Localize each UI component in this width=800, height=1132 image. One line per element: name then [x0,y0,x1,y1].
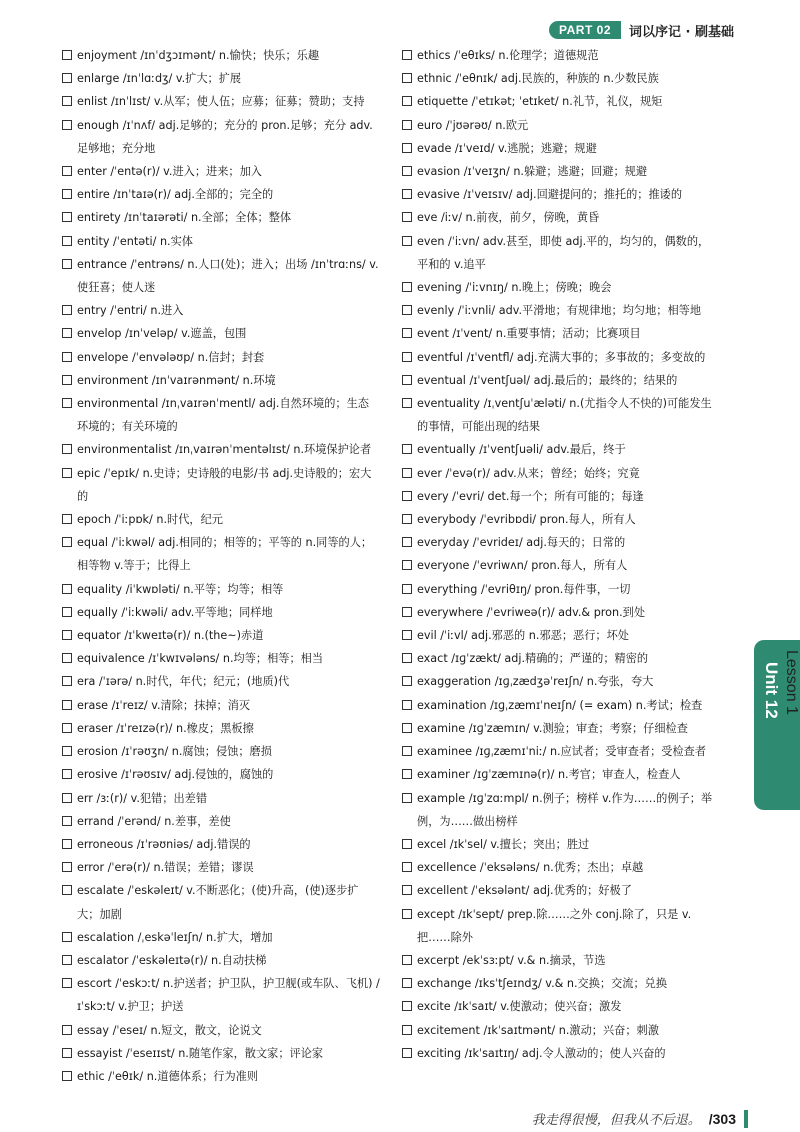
vocab-entry-text: equality /iˈkwɒləti/ n.平等；均等；相等 [77,582,284,596]
lesson-label: Lesson 1 [783,650,800,715]
vocab-entry-text: excellence /ˈeksələns/ n.优秀；杰出；卓越 [417,861,644,875]
vocab-entry [402,787,720,833]
checkbox-icon[interactable] [62,746,72,756]
checkbox-icon[interactable] [402,398,412,408]
vocab-entry [62,44,380,67]
page-header [549,18,734,42]
vocab-entry [402,90,720,113]
vocab-entry-text: envelop /ɪnˈveləp/ v.遮盖，包围 [77,327,247,341]
vocab-entry [62,183,380,206]
vocab-entry-text: excite /ɪkˈsaɪt/ v.使激动；使兴奋；激发 [417,1000,622,1014]
vocab-entry-text: exaggeration /ɪɡˌzædʒəˈreɪʃn/ n.夸张，夸大 [417,675,654,689]
vocab-entry [62,740,380,763]
vocab-entry [402,531,720,554]
checkbox-icon[interactable] [62,328,72,338]
vocab-entry-text: equally /ˈiːkwəli/ adv.平等地；同样地 [77,605,273,619]
vocab-entry [62,972,380,1018]
vocab-entry-text: event /ɪˈvent/ n.重要事情；活动；比赛项目 [417,327,641,341]
checkbox-icon[interactable] [402,1001,412,1011]
header-title: 词以序记 · 刷基础 [629,24,734,40]
vocab-entry [62,1019,380,1042]
vocab-entry [402,369,720,392]
vocab-entry-text: excitement /ɪkˈsaɪtmənt/ n.激动；兴奋；刺激 [417,1023,659,1037]
checkbox-icon[interactable] [62,537,72,547]
vocab-entry-text: everybody /ˈevribɒdi/ pron.每人，所有人 [417,513,636,527]
checkbox-icon[interactable] [402,700,412,710]
checkbox-icon[interactable] [62,166,72,176]
vocab-entry [62,531,380,577]
vocab-entry [62,1065,380,1088]
vocab-entry [62,670,380,693]
checkbox-icon[interactable] [402,50,412,60]
vocab-entry-text: except /ɪkˈsept/ prep.除……之外 conj.除了，只是 v.把……除外 [417,907,692,944]
checkbox-icon[interactable] [402,96,412,106]
vocab-entry-text: escalation /ˌeskəˈleɪʃn/ n.扩大，增加 [77,930,273,944]
checkbox-icon[interactable] [62,862,72,872]
checkbox-icon[interactable] [402,328,412,338]
vocab-entry-text: examine /ɪɡˈzæmɪn/ v.测验；审查；考察；仔细检查 [417,721,688,735]
vocab-entry-text: epic /ˈepɪk/ n.史诗；史诗般的电影/书 adj.史诗般的；宏大的 [77,466,372,503]
vocab-entry-text: entirety /ɪnˈtaɪərəti/ n.全部；全体；整体 [77,211,292,225]
vocab-entry [62,810,380,833]
vocab-entry-text: escort /ˈeskɔːt/ n.护送者；护卫队，护卫舰(或车队、飞机) /ɪˈskɔːt/ v.护卫；护送 [77,977,380,1014]
vocab-entry [62,787,380,810]
vocab-entry [62,230,380,253]
vocab-entry [402,438,720,461]
vocab-entry-text: error /ˈerə(r)/ n.错误；差错；谬误 [77,861,254,875]
vocab-entry-text: equator /ɪˈkweɪtə(r)/ n.(the~)赤道 [77,629,264,643]
checkbox-icon[interactable] [62,305,72,315]
vocab-entry [402,554,720,577]
vocab-entry-text: entry /ˈentri/ n.进入 [77,304,184,318]
checkbox-icon[interactable] [62,630,72,640]
checkbox-icon[interactable] [402,514,412,524]
checkbox-icon[interactable] [402,630,412,640]
checkbox-icon[interactable] [402,120,412,130]
checkbox-icon[interactable] [402,676,412,686]
right-word-column [402,44,720,1065]
vocab-entry-text: examiner /ɪɡˈzæmɪnə(r)/ n.考官；审查人，检查人 [417,768,681,782]
checkbox-icon[interactable] [402,978,412,988]
vocab-entry-text: evening /ˈiːvnɪŋ/ n.晚上；傍晚；晚会 [417,281,612,295]
vocab-entry-text: envelope /ˈenvələʊp/ n.信封；封套 [77,350,265,364]
vocab-entry [402,137,720,160]
checkbox-icon[interactable] [402,839,412,849]
checkbox-icon[interactable] [62,932,72,942]
vocab-entry [62,949,380,972]
vocab-entry-text: evil /ˈiːvl/ adj.邪恶的 n.邪恶；恶行；坏处 [417,629,629,643]
vocab-entry [62,206,380,229]
vocab-entry [62,114,380,160]
vocab-entry [402,670,720,693]
checkbox-icon[interactable] [62,1048,72,1058]
vocab-entry [62,624,380,647]
vocab-entry-text: eventual /ɪˈventʃuəl/ adj.最后的；最终的；结果的 [417,373,678,387]
checkbox-icon[interactable] [62,212,72,222]
page-number: /303 [708,1110,736,1127]
checkbox-icon[interactable] [62,73,72,83]
vocab-entry-text: erosion /ɪˈrəʊʒn/ n.腐蚀；侵蚀；磨损 [77,745,272,759]
vocab-entry-text: exact /ɪɡˈzækt/ adj.精确的；严谨的；精密的 [417,652,649,666]
vocab-entry [402,346,720,369]
vocab-entry-text: epoch /ˈiːpɒk/ n.时代，纪元 [77,513,223,527]
vocab-entry [402,995,720,1018]
vocab-entry-text: eraser /ɪˈreɪzə(r)/ n.橡皮；黑板擦 [77,721,254,735]
checkbox-icon[interactable] [402,166,412,176]
vocab-entry [402,230,720,276]
footer-motto: 我走得很慢，但我从不后退。 [531,1113,701,1128]
vocab-entry [402,1019,720,1042]
checkbox-icon[interactable] [62,885,72,895]
checkbox-icon[interactable] [402,723,412,733]
checkbox-icon[interactable] [62,398,72,408]
checkbox-icon[interactable] [402,909,412,919]
checkbox-icon[interactable] [402,491,412,501]
vocab-entry-text: eventful /ɪˈventfl/ adj.充满大事的；多事故的；多变故的 [417,350,706,364]
vocab-entry-text: enlarge /ɪnˈlɑːdʒ/ v.扩大；扩展 [77,72,242,86]
vocab-entry-text: escalate /ˈeskəleɪt/ v.不断恶化；(使)升高，(使)逐步扩大；加剧 [77,884,359,921]
vocab-entry-text: eventually /ɪˈventʃuəli/ adv.最后，终于 [417,443,626,457]
vocab-entry-text: environmental /ɪnˌvaɪrənˈmentl/ adj.自然环境的；生态环境的；有关环境的 [77,397,369,434]
vocab-entry [62,508,380,531]
vocab-entry [62,578,380,601]
checkbox-icon[interactable] [62,607,72,617]
checkbox-icon[interactable] [402,1025,412,1035]
checkbox-icon[interactable] [62,653,72,663]
checkbox-icon[interactable] [402,73,412,83]
vocab-entry-text: entity /ˈentəti/ n.实体 [77,234,193,248]
vocab-entry [402,160,720,183]
vocab-entry-text: evenly /ˈiːvnli/ adv.平滑地；有规律地；均匀地；相等地 [417,304,702,318]
checkbox-icon[interactable] [402,862,412,872]
vocab-entry-text: entrance /ˈentrəns/ n.人口(处)；进入；出场 /ɪnˈtrɑːns/ v.使狂喜；使人迷 [77,257,379,295]
vocab-entry [402,508,720,531]
vocab-entry [402,763,720,786]
vocab-entry-text: examination /ɪɡˌzæmɪˈneɪʃn/ (= exam) n.考试；检查 [417,698,703,712]
vocab-entry [62,253,380,299]
vocab-entry-text: ethnic /ˈeθnɪk/ adj.民族的，种族的 n.少数民族 [417,72,659,86]
vocab-entry [62,67,380,90]
vocab-entry-text: etiquette /ˈetɪkət; ˈetɪket/ n.礼节，礼仪，规矩 [417,95,663,109]
vocab-entry [62,322,380,345]
vocab-entry-text: escalator /ˈeskəleɪtə(r)/ n.自动扶梯 [77,953,267,967]
vocab-entry [62,462,380,508]
vocab-entry [62,694,380,717]
checkbox-icon[interactable] [62,700,72,710]
checkbox-icon[interactable] [402,793,412,803]
vocab-entry-text: entire /ɪnˈtaɪə(r)/ adj.全部的；完全的 [77,188,274,202]
vocab-entry [402,972,720,995]
vocab-entry [402,276,720,299]
vocab-entry-text: enough /ɪˈnʌf/ adj.足够的；充分的 pron.足够；充分 adv.足够地；充分地 [77,118,373,155]
vocab-entry [62,346,380,369]
checkbox-icon[interactable] [62,120,72,130]
checkbox-icon[interactable] [62,468,72,478]
vocab-entry-text: everywhere /ˈevriweə(r)/ adv.& pron.到处 [417,605,646,619]
checkbox-icon[interactable] [402,584,412,594]
vocab-entry [402,44,720,67]
checkbox-icon[interactable] [62,955,72,965]
vocab-entry [62,90,380,113]
vocab-entry [402,206,720,229]
checkbox-icon[interactable] [402,560,412,570]
page-footer [532,1109,748,1128]
vocab-entry [402,392,720,438]
vocab-entry-text: err /ɜː(r)/ v.犯错；出差错 [77,791,208,805]
vocab-entry-text: essayist /ˈeseɪɪst/ n.随笔作家，散文家；评论家 [77,1046,324,1060]
checkbox-icon[interactable] [62,96,72,106]
vocab-entry-text: excel /ɪkˈsel/ v.擅长；突出；胜过 [417,837,590,851]
vocab-entry [402,67,720,90]
vocab-entry [402,833,720,856]
vocab-entry [62,833,380,856]
vocab-entry-text: everyone /ˈevriwʌn/ pron.每人，所有人 [417,559,628,573]
checkbox-icon[interactable] [62,978,72,988]
vocab-entry [402,949,720,972]
vocab-entry-text: every /ˈevri/ det.每一个；所有可能的；每逢 [417,489,644,503]
checkbox-icon[interactable] [402,653,412,663]
vocab-entry [402,485,720,508]
vocab-entry [402,717,720,740]
checkbox-icon[interactable] [62,50,72,60]
vocab-entry-text: eventuality /ɪˌventʃuˈæləti/ n.(尤指令人不快的)可能发生的事情，可能出现的结果 [417,397,712,434]
checkbox-icon[interactable] [402,212,412,222]
vocab-entry [402,624,720,647]
vocab-entry-text: even /ˈiːvn/ adv.甚至，即使 adj.平的，均匀的，偶数的，平和的 v.追平 [417,234,710,271]
checkbox-icon[interactable] [402,746,412,756]
vocab-entry-text: evasion /ɪˈveɪʒn/ n.躲避；逃避；回避；规避 [417,165,648,179]
vocab-entry-text: essay /ˈeseɪ/ n.短文，散文，论说文 [77,1023,262,1037]
checkbox-icon[interactable] [62,514,72,524]
vocab-entry [62,160,380,183]
vocab-entry [62,392,380,438]
checkbox-icon[interactable] [402,189,412,199]
vocab-entry-text: equivalence /ɪˈkwɪvələns/ n.均等；相等；相当 [77,652,324,666]
checkbox-icon[interactable] [402,236,412,246]
checkbox-icon[interactable] [62,375,72,385]
checkbox-icon[interactable] [62,259,72,269]
vocab-entry [402,322,720,345]
vocab-entry-text: era /ˈɪərə/ n.时代，年代；纪元；(地质)代 [77,675,290,689]
vocab-entry-text: example /ɪɡˈzɑːmpl/ n.例子；榜样 v.作为……的例子；举例，为……做出榜样 [417,791,713,828]
vocab-entry [402,694,720,717]
vocab-entry-text: environmentalist /ɪnˌvaɪrənˈmentəlɪst/ n.环境保护论者 [77,443,372,457]
checkbox-icon[interactable] [62,584,72,594]
vocab-entry [62,717,380,740]
vocab-entry [62,926,380,949]
unit-label: Unit 12 [762,662,781,719]
vocab-entry [402,462,720,485]
vocab-entry-text: ever /ˈevə(r)/ adv.从来；曾经；始终；究竟 [417,466,640,480]
checkbox-icon[interactable] [62,352,72,362]
vocab-entry-text: enlist /ɪnˈlɪst/ v.从军；使人伍；应募；征募；赞助；支持 [77,95,365,109]
vocab-entry-text: excellent /ˈeksələnt/ adj.优秀的；好极了 [417,884,632,898]
vocab-entry-text: evade /ɪˈveɪd/ v.逃脱；逃避；规避 [417,141,597,155]
vocab-entry [402,856,720,879]
vocab-entry [62,299,380,322]
checkbox-icon[interactable] [402,955,412,965]
vocab-entry-text: enter /ˈentə(r)/ v.进入；进来；加入 [77,165,262,179]
vocab-entry [402,578,720,601]
vocab-entry [62,369,380,392]
vocab-entry [62,647,380,670]
checkbox-icon[interactable] [402,885,412,895]
checkbox-icon[interactable] [402,352,412,362]
checkbox-icon[interactable] [62,236,72,246]
vocab-entry [62,879,380,925]
checkbox-icon[interactable] [402,375,412,385]
checkbox-icon[interactable] [402,282,412,292]
checkbox-icon[interactable] [62,1071,72,1081]
checkbox-icon[interactable] [62,769,72,779]
checkbox-icon[interactable] [402,537,412,547]
page-number-bar [744,1110,748,1128]
vocab-entry [62,601,380,624]
vocab-entry-text: eve /iːv/ n.前夜，前夕，傍晚，黄昏 [417,211,600,225]
checkbox-icon[interactable] [402,143,412,153]
vocab-entry-text: exchange /ɪksˈtʃeɪndʒ/ v.& n.交换；交流；兑换 [417,977,668,991]
vocab-entry [62,1042,380,1065]
vocab-entry-text: euro /ˈjʊərəʊ/ n.欧元 [417,118,529,132]
checkbox-icon[interactable] [62,189,72,199]
checkbox-icon[interactable] [402,468,412,478]
checkbox-icon[interactable] [402,769,412,779]
vocab-entry [402,879,720,902]
vocab-entry-text: everyday /ˈevrideɪ/ adj.每天的；日常的 [417,536,626,550]
vocab-entry-text: examinee /ɪɡˌzæmɪˈniː/ n.应试者；受审查者；受检查者 [417,745,707,759]
vocab-entry [402,647,720,670]
vocab-entry [402,183,720,206]
checkbox-icon[interactable] [402,305,412,315]
vocab-entry-text: equal /ˈiːkwəl/ adj.相同的；相等的；平等的 n.同等的人；相等物 v.等于；比得上 [77,536,373,573]
vocab-entry-text: excerpt /ekˈsɜːpt/ v.& n.摘录，节选 [417,953,606,967]
vocab-entry-text: errand /ˈerənd/ n.差事，差使 [77,814,231,828]
vocab-entry-text: erosive /ɪˈrəʊsɪv/ adj.侵蚀的，腐蚀的 [77,768,274,782]
checkbox-icon[interactable] [62,723,72,733]
vocab-entry-text: enjoyment /ɪnˈdʒɔɪmənt/ n.愉快；快乐；乐趣 [77,49,320,62]
checkbox-icon[interactable] [402,444,412,454]
vocab-entry-text: ethics /ˈeθɪks/ n.伦理学；道德规范 [417,49,599,62]
checkbox-icon[interactable] [62,676,72,686]
vocab-entry-text: erroneous /ɪˈrəʊniəs/ adj.错误的 [77,837,251,851]
vocab-entry-text: exciting /ɪkˈsaɪtɪŋ/ adj.令人激动的；使人兴奋的 [417,1046,666,1060]
checkbox-icon[interactable] [62,816,72,826]
left-word-column [62,44,380,1088]
vocab-entry-text: everything /ˈevriθɪŋ/ pron.每件事，一切 [417,582,631,596]
vocab-entry [402,903,720,949]
vocab-entry-text: evasive /ɪˈveɪsɪv/ adj.回避提问的；推托的；推诿的 [417,188,683,202]
checkbox-icon[interactable] [402,607,412,617]
vocab-entry [402,740,720,763]
vocab-entry [62,763,380,786]
vocab-entry [402,299,720,322]
vocab-entry-text: environment /ɪnˈvaɪrənmənt/ n.环境 [77,373,276,387]
vocab-entry-text: erase /ɪˈreɪz/ v.清除；抹掉；消灭 [77,698,251,712]
checkbox-icon[interactable] [402,1048,412,1058]
vocab-entry [62,856,380,879]
checkbox-icon[interactable] [62,839,72,849]
vocab-entry-text: ethic /ˈeθɪk/ n.道德体系；行为准则 [77,1069,259,1083]
vocab-entry [402,114,720,137]
checkbox-icon[interactable] [62,1025,72,1035]
vocab-entry [62,438,380,461]
vocab-entry [402,1042,720,1065]
vocab-entry [402,601,720,624]
part-badge: PART 02 [549,21,621,39]
checkbox-icon[interactable] [62,444,72,454]
checkbox-icon[interactable] [62,793,72,803]
